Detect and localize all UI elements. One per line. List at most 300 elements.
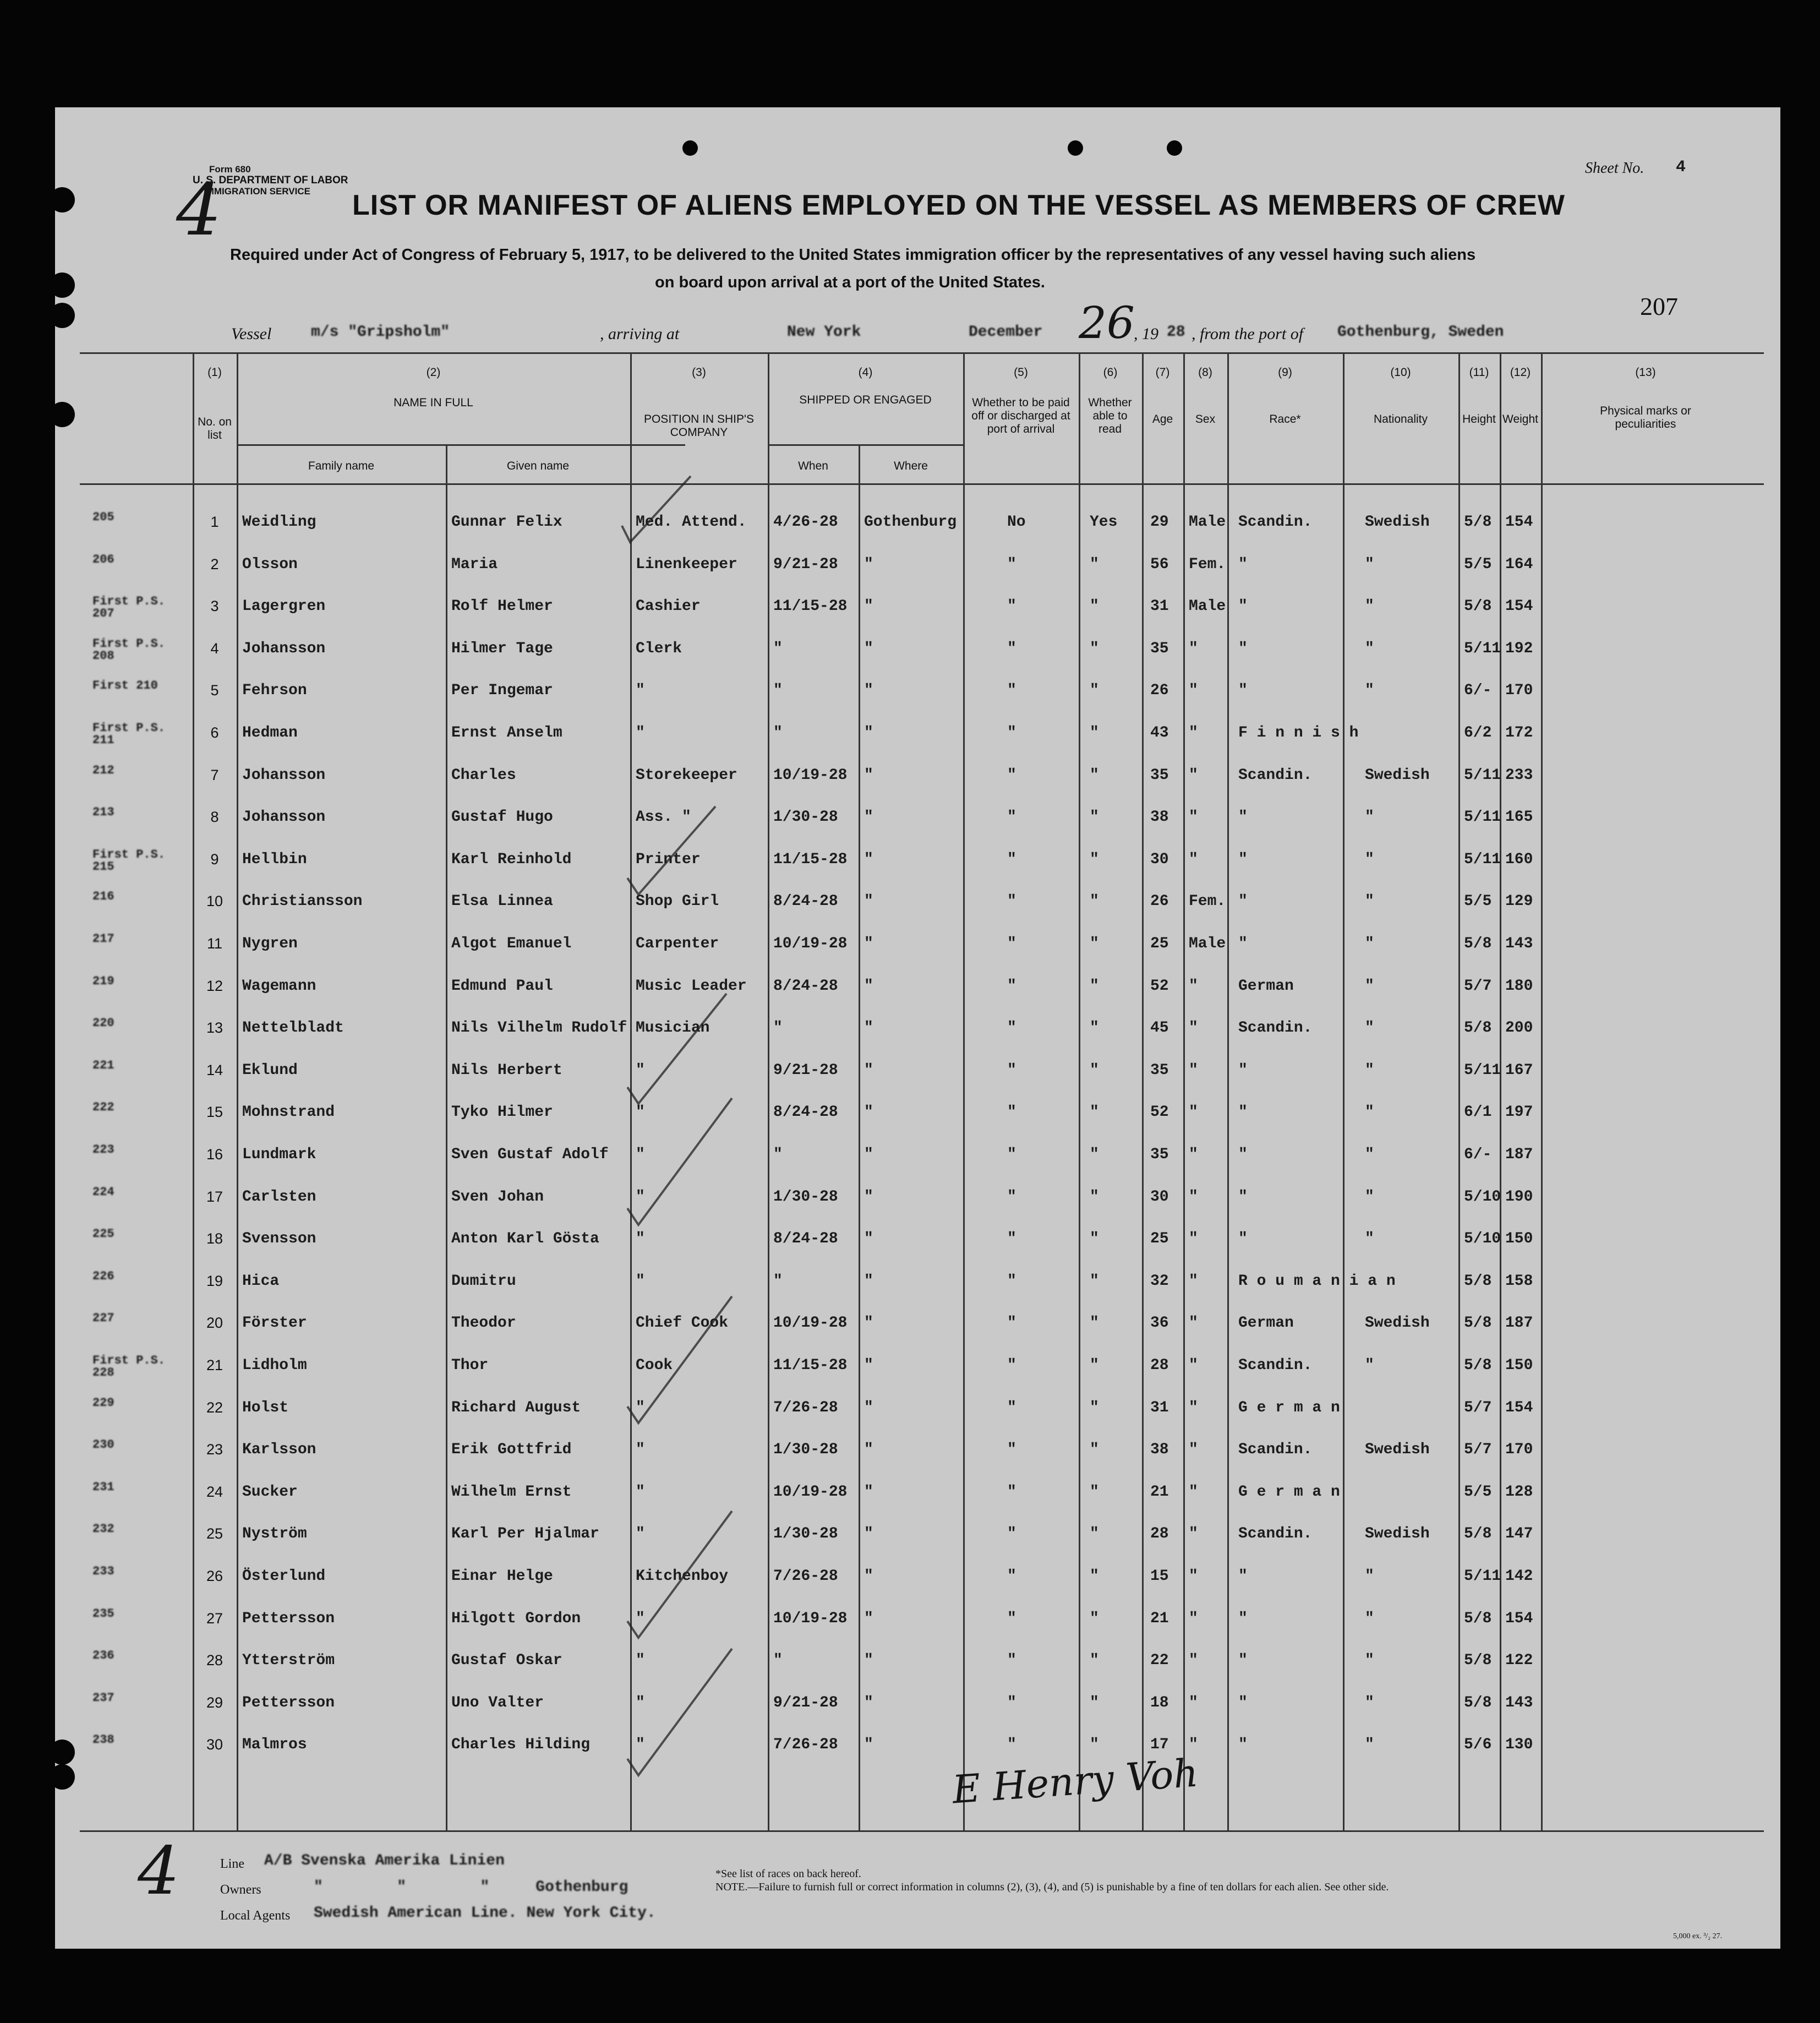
shipped-when: 1/30-28 xyxy=(773,1525,838,1543)
age: 26 xyxy=(1150,893,1169,910)
given-name: Gustaf Hugo xyxy=(451,809,553,826)
race: " xyxy=(1238,809,1248,826)
age: 21 xyxy=(1150,1483,1169,1501)
row-reference-number: 213 xyxy=(92,805,114,820)
age: 38 xyxy=(1150,1441,1169,1459)
paid-off: " xyxy=(1007,1061,1016,1079)
height: 5/11 xyxy=(1464,1568,1501,1585)
row-reference-number: First P.S. 207 xyxy=(92,595,166,621)
position: Cook xyxy=(636,1357,673,1374)
race: " xyxy=(1238,893,1248,910)
family-name: Nygren xyxy=(242,935,298,952)
row-reference-number: 223 xyxy=(92,1143,114,1157)
col-rule xyxy=(1500,352,1501,1830)
race: " xyxy=(1238,598,1248,615)
row-number: 24 xyxy=(206,1483,223,1500)
shipped-where: " xyxy=(864,1315,873,1332)
col-1-label: No. on list xyxy=(198,416,232,441)
col-4-where-label: Where xyxy=(894,460,928,472)
shipped-when: 8/24-28 xyxy=(773,1230,838,1248)
weight: 160 xyxy=(1505,850,1533,868)
shipped-where: " xyxy=(864,850,873,868)
col-12-label: Weight xyxy=(1502,413,1538,426)
height: 6/- xyxy=(1464,1146,1492,1163)
shipped-when: 7/26-28 xyxy=(773,1736,838,1754)
age: 25 xyxy=(1150,1230,1169,1248)
punch-hole xyxy=(50,402,75,427)
age: 52 xyxy=(1150,1104,1169,1121)
height: 5/7 xyxy=(1464,1399,1492,1416)
family-name: Karlsson xyxy=(242,1441,316,1459)
shipped-when: " xyxy=(773,682,783,700)
shipped-where: Gothenburg xyxy=(864,514,957,531)
shipped-when: 9/21-28 xyxy=(773,1061,838,1079)
row-number: 7 xyxy=(210,766,219,783)
paid-off: " xyxy=(1007,766,1016,784)
row-number: 29 xyxy=(206,1694,223,1711)
col-3-number: (3) xyxy=(692,366,706,379)
shipped-when: " xyxy=(773,724,783,741)
shipped-where: " xyxy=(864,1568,873,1585)
race: " xyxy=(1238,1061,1248,1079)
row-reference-number: 220 xyxy=(92,1016,114,1030)
margin-mark: 4 xyxy=(176,168,222,252)
paid-off: " xyxy=(1007,1104,1016,1121)
race: Scandin. xyxy=(1238,1357,1313,1374)
height: 5/8 xyxy=(1464,598,1492,615)
position: " xyxy=(636,682,645,700)
height: 5/8 xyxy=(1464,1652,1492,1670)
paid-off: " xyxy=(1007,977,1016,995)
family-name: Malmros xyxy=(242,1736,307,1754)
given-name: Erik Gottfrid xyxy=(451,1441,572,1459)
col-10-label: Nationality xyxy=(1373,413,1428,426)
col-rule xyxy=(1142,352,1144,1830)
position: Linenkeeper xyxy=(636,555,737,573)
shipped-where: " xyxy=(864,682,873,700)
sex: " xyxy=(1189,1230,1198,1248)
weight: 167 xyxy=(1505,1061,1533,1079)
col-rule xyxy=(1343,352,1344,1830)
weight: 158 xyxy=(1505,1272,1533,1290)
nationality: " xyxy=(1365,1694,1374,1711)
shipped-where: " xyxy=(864,1104,873,1121)
weight: 143 xyxy=(1505,1694,1533,1711)
weight: 165 xyxy=(1505,809,1533,826)
nationality: " xyxy=(1365,640,1374,657)
age: 21 xyxy=(1150,1610,1169,1627)
paid-off: " xyxy=(1007,1525,1016,1543)
height: 6/1 xyxy=(1464,1104,1492,1121)
position: Chief Cook xyxy=(636,1315,729,1332)
weight: 154 xyxy=(1505,514,1533,531)
race: " xyxy=(1238,1568,1248,1585)
race: " xyxy=(1238,1188,1248,1206)
shipped-where: " xyxy=(864,935,873,952)
height: 5/8 xyxy=(1464,514,1492,531)
given-name: Edmund Paul xyxy=(451,977,553,995)
shipped-when: 9/21-28 xyxy=(773,555,838,573)
able-to-read: " xyxy=(1090,1188,1099,1206)
position: Printer xyxy=(636,850,701,868)
row-number: 9 xyxy=(210,850,219,868)
row-reference-number: First P.S. 228 xyxy=(92,1354,166,1379)
height: 5/5 xyxy=(1464,555,1492,573)
position: " xyxy=(636,1104,645,1121)
paid-off: " xyxy=(1007,1146,1016,1163)
row-reference-number: 206 xyxy=(92,552,114,566)
age: 56 xyxy=(1150,555,1169,573)
shipped-when: 10/19-28 xyxy=(773,1315,848,1332)
service-name: IMMIGRATION SERVICE xyxy=(204,186,310,197)
row-number: 27 xyxy=(206,1610,223,1627)
row-reference-number: 217 xyxy=(92,932,114,946)
given-name: Maria xyxy=(451,555,498,573)
row-reference-number: 237 xyxy=(92,1691,114,1705)
races-note: *See list of races on back hereof. xyxy=(715,1868,861,1880)
paid-off: " xyxy=(1007,1315,1016,1332)
arriving-value: New York xyxy=(787,324,861,341)
col-rule xyxy=(1458,352,1460,1830)
nationality: Swedish xyxy=(1365,514,1430,531)
vessel-label: Vessel xyxy=(231,325,272,343)
given-name: Karl Reinhold xyxy=(451,850,572,868)
paid-off: " xyxy=(1007,1694,1016,1711)
row-reference-number: 225 xyxy=(92,1227,114,1241)
col-8-number: (8) xyxy=(1198,366,1212,379)
row-reference-number: First P.S. 208 xyxy=(92,636,166,663)
col-7-label: Age xyxy=(1152,413,1173,426)
family-name: Hellbin xyxy=(242,850,307,868)
position: Ass. " xyxy=(636,809,691,826)
race: " xyxy=(1238,682,1248,700)
col-13-number: (13) xyxy=(1635,366,1656,379)
race: " xyxy=(1238,1104,1248,1121)
paid-off: " xyxy=(1007,1441,1016,1459)
paid-off: No xyxy=(1007,514,1026,531)
weight: 200 xyxy=(1505,1019,1533,1037)
weight: 164 xyxy=(1505,555,1533,573)
col-5-label: Whether to be paid off or discharged at port of arrival xyxy=(971,396,1070,435)
family-name: Mohnstrand xyxy=(242,1104,335,1121)
nationality: " xyxy=(1365,1610,1374,1627)
height: 5/8 xyxy=(1464,1019,1492,1037)
row-reference-number: First P.S. 215 xyxy=(92,847,166,874)
nationality: " xyxy=(1365,1230,1374,1248)
age: 35 xyxy=(1150,640,1169,657)
position: " xyxy=(636,1694,645,1711)
able-to-read: " xyxy=(1090,977,1099,995)
shipped-where: " xyxy=(864,555,873,573)
line-value: A/B Svenska Amerika Linien xyxy=(264,1852,505,1869)
position: " xyxy=(636,1061,645,1079)
family-name: Lidholm xyxy=(242,1357,307,1374)
family-name: Johansson xyxy=(242,766,326,784)
penalty-note: NOTE.—Failure to furnish full or correct information in columns (2), (3), (4), and (5) is punishable by a fine of ten dollars for each alien. See other side. xyxy=(715,1881,1389,1893)
punch-hole xyxy=(50,1740,75,1765)
given-name: Tyko Hilmer xyxy=(451,1104,553,1121)
punch-hole xyxy=(1068,140,1083,156)
col-rule xyxy=(1079,352,1080,1830)
row-number: 2 xyxy=(210,555,219,572)
sex: " xyxy=(1189,977,1198,995)
able-to-read: " xyxy=(1090,1736,1099,1754)
weight: 150 xyxy=(1505,1357,1533,1374)
shipped-where: " xyxy=(864,1399,873,1416)
able-to-read: " xyxy=(1090,850,1099,868)
given-name: Hilgott Gordon xyxy=(451,1610,581,1627)
col-10-number: (10) xyxy=(1390,366,1411,379)
weight: 128 xyxy=(1505,1483,1533,1501)
height: 5/5 xyxy=(1464,893,1492,910)
col-rule xyxy=(237,352,238,1830)
col-2-given-label: Given name xyxy=(506,460,570,472)
shipped-where: " xyxy=(864,598,873,615)
row-number: 22 xyxy=(206,1399,223,1416)
weight: 197 xyxy=(1505,1104,1533,1121)
weight: 142 xyxy=(1505,1568,1533,1585)
race: G e r m a n xyxy=(1238,1399,1340,1416)
col-5-number: (5) xyxy=(1014,366,1028,379)
position: " xyxy=(636,1483,645,1501)
race: " xyxy=(1238,1230,1248,1248)
position: Musician xyxy=(636,1019,710,1037)
nationality: Swedish xyxy=(1365,766,1430,784)
year-value: 28 xyxy=(1167,324,1185,341)
page-subtitle-2: on board upon arrival at a port of the United States. xyxy=(655,274,1045,291)
shipped-when: 10/19-28 xyxy=(773,935,848,952)
col-6-label: Whether able to read xyxy=(1088,396,1132,435)
family-name: Sucker xyxy=(242,1483,298,1501)
shipped-when: 8/24-28 xyxy=(773,893,838,910)
position: " xyxy=(636,1188,645,1206)
height: 5/5 xyxy=(1464,1483,1492,1501)
paid-off: " xyxy=(1007,809,1016,826)
paid-off: " xyxy=(1007,893,1016,910)
sex: " xyxy=(1189,1483,1198,1501)
sex: " xyxy=(1189,1610,1198,1627)
sex: " xyxy=(1189,1188,1198,1206)
shipped-where: " xyxy=(864,1230,873,1248)
given-name: Per Ingemar xyxy=(451,682,553,700)
col-2-label: NAME IN FULL xyxy=(393,396,473,409)
able-to-read: " xyxy=(1090,1019,1099,1037)
row-number: 6 xyxy=(210,724,219,741)
sheet-label: Sheet No. xyxy=(1585,160,1644,177)
height: 5/6 xyxy=(1464,1736,1492,1754)
paid-off: " xyxy=(1007,555,1016,573)
age: 38 xyxy=(1150,809,1169,826)
position: " xyxy=(636,1652,645,1670)
row-number: 12 xyxy=(206,977,223,994)
position: " xyxy=(636,1441,645,1459)
paid-off: " xyxy=(1007,1483,1016,1501)
col-2-family-label: Family name xyxy=(308,460,375,472)
age: 31 xyxy=(1150,598,1169,615)
col-2-number: (2) xyxy=(426,366,441,379)
col-rule xyxy=(768,352,769,1830)
age: 25 xyxy=(1150,935,1169,952)
given-name: Sven Johan xyxy=(451,1188,544,1206)
shipped-where: " xyxy=(864,1272,873,1290)
height: 5/8 xyxy=(1464,1610,1492,1627)
age: 22 xyxy=(1150,1652,1169,1670)
able-to-read: " xyxy=(1090,1610,1099,1627)
row-number: 30 xyxy=(206,1736,223,1753)
shipped-where: " xyxy=(864,1652,873,1670)
punch-hole xyxy=(50,1764,75,1790)
able-to-read: " xyxy=(1090,935,1099,952)
able-to-read: " xyxy=(1090,1061,1099,1079)
col-rule xyxy=(1183,352,1185,1830)
sex: " xyxy=(1189,682,1198,700)
sex: " xyxy=(1189,1315,1198,1332)
row-reference-number: First P.S. 211 xyxy=(92,721,166,747)
able-to-read: " xyxy=(1090,1146,1099,1163)
given-name: Einar Helge xyxy=(451,1568,553,1585)
row-number: 8 xyxy=(210,809,219,826)
able-to-read: " xyxy=(1090,1104,1099,1121)
shipped-when: 1/30-28 xyxy=(773,1441,838,1459)
row-number: 25 xyxy=(206,1525,223,1542)
sex: " xyxy=(1189,1525,1198,1543)
age: 35 xyxy=(1150,766,1169,784)
paid-off: " xyxy=(1007,1568,1016,1585)
shipped-when: 4/26-28 xyxy=(773,514,838,531)
family-name: Svensson xyxy=(242,1230,316,1248)
height: 5/11 xyxy=(1464,1061,1501,1079)
family-name: Hedman xyxy=(242,724,298,741)
sex: " xyxy=(1189,1357,1198,1374)
sex: " xyxy=(1189,809,1198,826)
row-number: 11 xyxy=(206,935,223,952)
weight: 170 xyxy=(1505,682,1533,700)
shipped-where: " xyxy=(864,1357,873,1374)
height: 6/- xyxy=(1464,682,1492,700)
paid-off: " xyxy=(1007,1736,1016,1754)
row-number: 28 xyxy=(206,1652,223,1669)
sex: " xyxy=(1189,1061,1198,1079)
name-subheader-rule xyxy=(237,444,685,446)
sex: " xyxy=(1189,724,1198,741)
nationality: " xyxy=(1365,1061,1374,1079)
weight: 187 xyxy=(1505,1315,1533,1332)
race: " xyxy=(1238,1736,1248,1754)
given-name: Dumitru xyxy=(451,1272,516,1290)
family-name: Olsson xyxy=(242,555,298,573)
sex: " xyxy=(1189,1019,1198,1037)
date-value: December xyxy=(969,324,1043,341)
row-reference-number: 227 xyxy=(92,1311,114,1326)
position: " xyxy=(636,1525,645,1543)
height: 5/10 xyxy=(1464,1188,1501,1206)
shipped-when: 8/24-28 xyxy=(773,977,838,995)
height: 5/11 xyxy=(1464,766,1501,784)
given-name: Thor xyxy=(451,1357,489,1374)
weight: 143 xyxy=(1505,935,1533,952)
paid-off: " xyxy=(1007,1019,1016,1037)
row-reference-number: 235 xyxy=(92,1606,114,1621)
family-name: Nyström xyxy=(242,1525,307,1543)
form-number: Form 680 xyxy=(209,164,251,175)
shipped-where: " xyxy=(864,977,873,995)
family-name: Nettelbladt xyxy=(242,1019,344,1037)
nationality: " xyxy=(1365,1188,1374,1206)
height: 5/8 xyxy=(1464,1694,1492,1711)
manifest-sheet xyxy=(55,107,1780,1949)
family-name: Förster xyxy=(242,1315,307,1332)
col-4-label: SHIPPED OR ENGAGED xyxy=(799,394,932,406)
sex: " xyxy=(1189,1568,1198,1585)
able-to-read: " xyxy=(1090,1652,1099,1670)
height: 5/8 xyxy=(1464,1357,1492,1374)
row-reference-number: 232 xyxy=(92,1522,114,1536)
sheet-number: 4 xyxy=(1676,158,1686,177)
shipped-where: " xyxy=(864,1736,873,1754)
sex: " xyxy=(1189,1652,1198,1670)
sex: " xyxy=(1189,766,1198,784)
family-name: Ytterström xyxy=(242,1652,335,1670)
col-rule xyxy=(859,444,860,1830)
able-to-read: " xyxy=(1090,555,1099,573)
paid-off: " xyxy=(1007,935,1016,952)
height: 5/11 xyxy=(1464,809,1501,826)
col-7-number: (7) xyxy=(1155,366,1170,379)
row-number: 17 xyxy=(206,1188,223,1205)
age: 17 xyxy=(1150,1736,1169,1754)
race: " xyxy=(1238,555,1248,573)
shipped-where: " xyxy=(864,640,873,657)
race: G e r m a n xyxy=(1238,1483,1340,1501)
position: " xyxy=(636,1272,645,1290)
sex: " xyxy=(1189,1441,1198,1459)
row-number: 10 xyxy=(206,893,223,910)
shipped-where: " xyxy=(864,1061,873,1079)
position: Storekeeper xyxy=(636,766,737,784)
race: Scandin. xyxy=(1238,1441,1313,1459)
row-number: 18 xyxy=(206,1230,223,1247)
col-1-number: (1) xyxy=(207,366,222,379)
able-to-read: " xyxy=(1090,724,1099,741)
shipped-when: 11/15-28 xyxy=(773,1357,848,1374)
vessel-value: m/s "Gripsholm" xyxy=(311,324,450,341)
able-to-read: " xyxy=(1090,1315,1099,1332)
row-number: 20 xyxy=(206,1315,223,1332)
able-to-read: " xyxy=(1090,809,1099,826)
col-9-number: (9) xyxy=(1278,366,1292,379)
age: 30 xyxy=(1150,1188,1169,1206)
family-name: Carlsten xyxy=(242,1188,316,1206)
age: 15 xyxy=(1150,1568,1169,1585)
owners-label: Owners xyxy=(220,1883,261,1897)
position: Shop Girl xyxy=(636,893,719,910)
weight: 233 xyxy=(1505,766,1533,784)
row-number: 13 xyxy=(206,1019,223,1037)
given-name: Anton Karl Gösta xyxy=(451,1230,599,1248)
position: " xyxy=(636,1230,645,1248)
family-name: Fehrson xyxy=(242,682,307,700)
shipped-when: " xyxy=(773,1652,783,1670)
punch-hole xyxy=(1167,140,1182,156)
col-rule xyxy=(963,352,965,1830)
given-name: Algot Emanuel xyxy=(451,935,572,952)
family-name: Lundmark xyxy=(242,1146,316,1163)
given-name: Rolf Helmer xyxy=(451,598,553,615)
sex: Male xyxy=(1189,935,1226,952)
weight: 147 xyxy=(1505,1525,1533,1543)
punch-hole xyxy=(50,272,75,298)
age: 18 xyxy=(1150,1694,1169,1711)
